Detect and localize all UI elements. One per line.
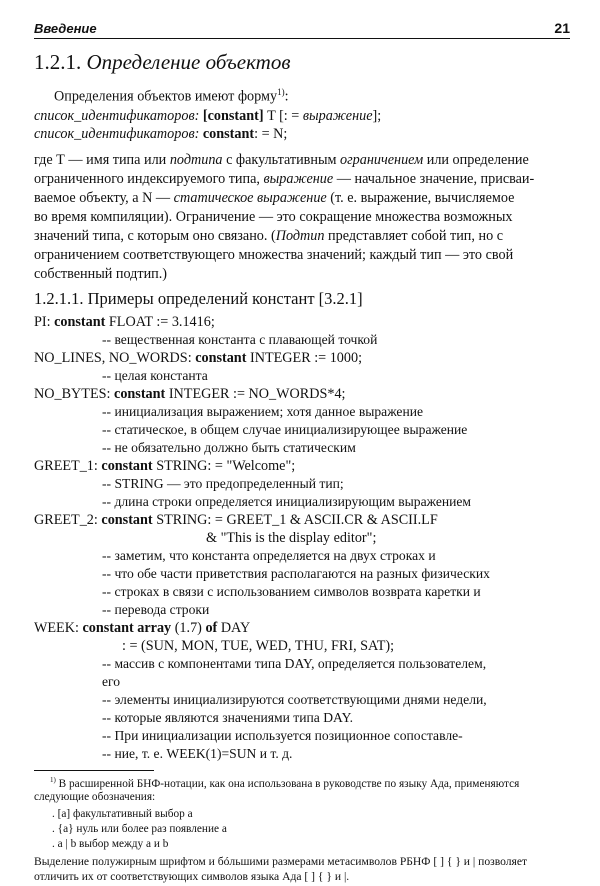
code-comment: -- не обязательно должно быть статическим	[102, 440, 356, 455]
section-heading	[34, 50, 290, 75]
code-comment: -- ние, т. е. WEEK(1)=SUN и т. д.	[102, 746, 293, 761]
code-comment: -- вещественная константа с плавающей точкой	[102, 332, 378, 347]
code-comment: -- которые являются значениями типа DAY.	[102, 710, 354, 725]
code-comment: -- что обе части приветствия располагаются на разных физических	[102, 566, 490, 581]
code-comment: -- статическое, в общем случае инициализирующее выражение	[102, 422, 468, 437]
form-line-2: список_идентификаторов: constant: = N;	[34, 126, 288, 142]
heading-number: 1.2.1.	[34, 50, 82, 74]
footnote-item: . {a} нуль или более раз появление a	[52, 823, 227, 835]
code-comment: его	[102, 674, 121, 689]
header-section: Введение	[34, 21, 97, 36]
code-comment: -- массив с компонентами типа DAY, определяется пользователем,	[102, 656, 487, 671]
code-line: GREET_1: constant STRING: = "Welcome";	[34, 458, 296, 474]
footnote-item: . [a] факультативный выбор a	[52, 808, 193, 820]
code-line: GREET_2: constant STRING: = GREET_1 & ASCII.CR & ASCII.LF	[34, 512, 438, 528]
heading-title: Определение объектов	[86, 50, 291, 74]
footnote-divider	[34, 770, 154, 771]
code-comment: -- целая константа	[102, 368, 208, 383]
code-comment: -- длина строки определяется инициализирующим выражением	[102, 494, 472, 509]
code-comment: -- перевода строки	[102, 602, 210, 617]
form-line-1: список_идентификаторов: [constant] T [: = выражение];	[34, 108, 382, 124]
code-line: NO_LINES, NO_WORDS: constant INTEGER := 1000;	[34, 350, 363, 366]
subsection-heading: 1.2.1.1. Примеры определений констант [3.2.1]	[34, 289, 363, 308]
intro-line: Определения объектов имеют форму$^{1)}$:	[54, 87, 289, 105]
code-line: WEEK: constant array (1.7) of DAY	[34, 620, 251, 636]
code-continuation: & "This is the display editor";	[206, 530, 377, 546]
code-comment: -- строках в связи с использованием символов возврата каретки и	[102, 584, 481, 599]
code-comment: -- При инициализации используется позиционное сопоставле-	[102, 728, 463, 743]
code-comment: -- заметим, что константа определяется на двух строках и	[102, 548, 436, 563]
page-number: 21	[554, 20, 570, 36]
code-comment: -- STRING — это предопределенный тип;	[102, 476, 344, 491]
running-header	[34, 20, 570, 39]
code-line: PI: constant FLOAT := 3.1416;	[34, 314, 215, 330]
code-comment: -- инициализация выражением; хотя данное выражение	[102, 404, 424, 419]
code-comment: -- элементы инициализируются соответствующими днями недели,	[102, 692, 487, 707]
code-continuation: : = (SUN, MON, TUE, WED, THU, FRI, SAT);	[122, 638, 395, 654]
footnote-item: . a | b выбор между a и b	[52, 838, 169, 850]
code-line: NO_BYTES: constant INTEGER := NO_WORDS*4;	[34, 386, 346, 402]
